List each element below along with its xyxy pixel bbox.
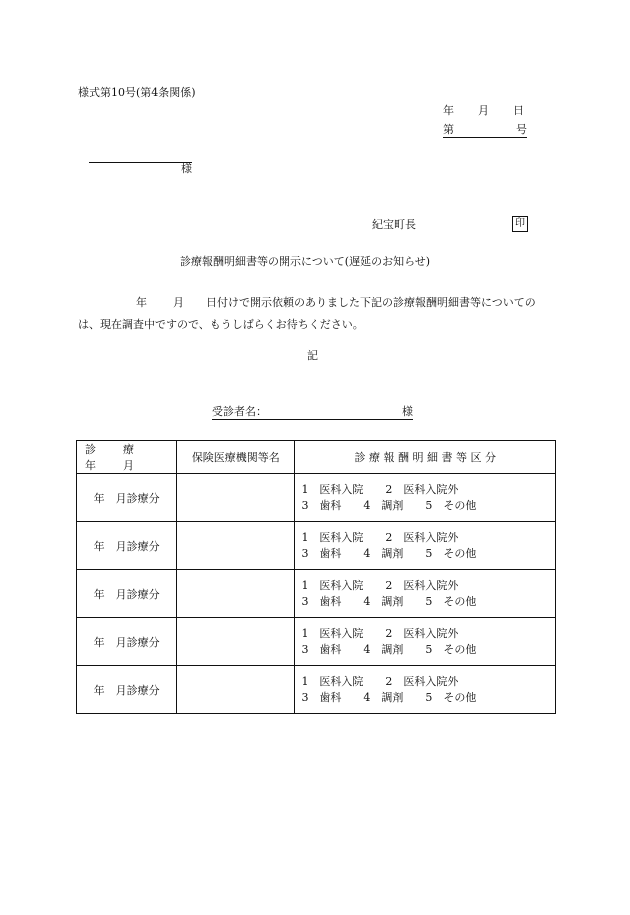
body-month: 月 xyxy=(173,296,184,309)
ki-heading: 記 xyxy=(307,349,318,362)
header-institution: 保険医療機関等名 xyxy=(177,441,295,474)
table-row xyxy=(77,618,556,666)
cell-institution[interactable] xyxy=(177,618,295,666)
cell-institution[interactable] xyxy=(177,570,295,618)
cell-claim-type xyxy=(295,522,556,570)
cell-claim-type xyxy=(295,474,556,522)
body-line1: 日付けで開示依頼のありました下記の診療報酬明細書等についての xyxy=(206,296,536,309)
date-day: 日 xyxy=(513,104,524,117)
cell-period: 年 月診療分 xyxy=(77,474,177,522)
document-number xyxy=(443,123,527,138)
cell-claim-type xyxy=(295,618,556,666)
cell-period: 年 月診療分 xyxy=(77,522,177,570)
issue-date xyxy=(443,104,524,118)
form-number: 様式第10号(第4条関係) xyxy=(78,86,196,99)
claim-type-line2: 3 歯科 4 調剤 5 その他 xyxy=(301,594,477,608)
number-prefix: 第 xyxy=(443,123,454,136)
claim-type-line2: 3 歯科 4 調剤 5 その他 xyxy=(301,546,477,560)
date-month: 月 xyxy=(478,104,489,117)
document-title: 診療報酬明細書等の開示について(遅延のお知らせ) xyxy=(180,255,431,268)
patient-honorific: 様 xyxy=(402,405,413,418)
claim-type-line1: 1 医科入院 2 医科入院外 xyxy=(301,578,459,592)
table-row xyxy=(77,474,556,522)
body-line2: は、現在調査中ですので、もうしばらくお待ちください。 xyxy=(78,318,364,331)
claim-type-line2: 3 歯科 4 調剤 5 その他 xyxy=(301,690,477,704)
cell-claim-type xyxy=(295,666,556,714)
claims-table xyxy=(76,440,556,714)
claim-type-line1: 1 医科入院 2 医科入院外 xyxy=(301,482,459,496)
body-text xyxy=(78,292,558,336)
header-claim-type: 診 療 報 酬 明 細 書 等 区 分 xyxy=(295,441,556,474)
cell-institution[interactable] xyxy=(177,522,295,570)
table-row xyxy=(77,570,556,618)
seal-mark: 印 xyxy=(512,216,528,232)
patient-label: 受診者名： xyxy=(212,405,267,418)
body-year: 年 xyxy=(136,296,147,309)
table-row xyxy=(77,522,556,570)
claim-type-line2: 3 歯科 4 調剤 5 その他 xyxy=(301,498,477,512)
date-year: 年 xyxy=(443,104,454,117)
claim-type-line1: 1 医科入院 2 医科入院外 xyxy=(301,530,459,544)
cell-institution[interactable] xyxy=(177,666,295,714)
cell-claim-type xyxy=(295,570,556,618)
cell-period: 年 月診療分 xyxy=(77,618,177,666)
claim-type-line2: 3 歯科 4 調剤 5 その他 xyxy=(301,642,477,656)
cell-period: 年 月診療分 xyxy=(77,666,177,714)
number-suffix: 号 xyxy=(516,123,527,136)
recipient-name-line xyxy=(89,162,192,175)
cell-period: 年 月診療分 xyxy=(77,570,177,618)
sender-title: 紀宝町長 xyxy=(372,218,416,231)
cell-institution[interactable] xyxy=(177,474,295,522)
claim-type-line1: 1 医科入院 2 医科入院外 xyxy=(301,674,459,688)
header-period: 診 療 年 月 xyxy=(77,441,177,474)
table-row xyxy=(77,666,556,714)
table-header-row xyxy=(77,441,556,474)
claim-type-line1: 1 医科入院 2 医科入院外 xyxy=(301,626,459,640)
recipient-honorific: 様 xyxy=(181,162,192,175)
patient-name-line xyxy=(212,405,413,420)
